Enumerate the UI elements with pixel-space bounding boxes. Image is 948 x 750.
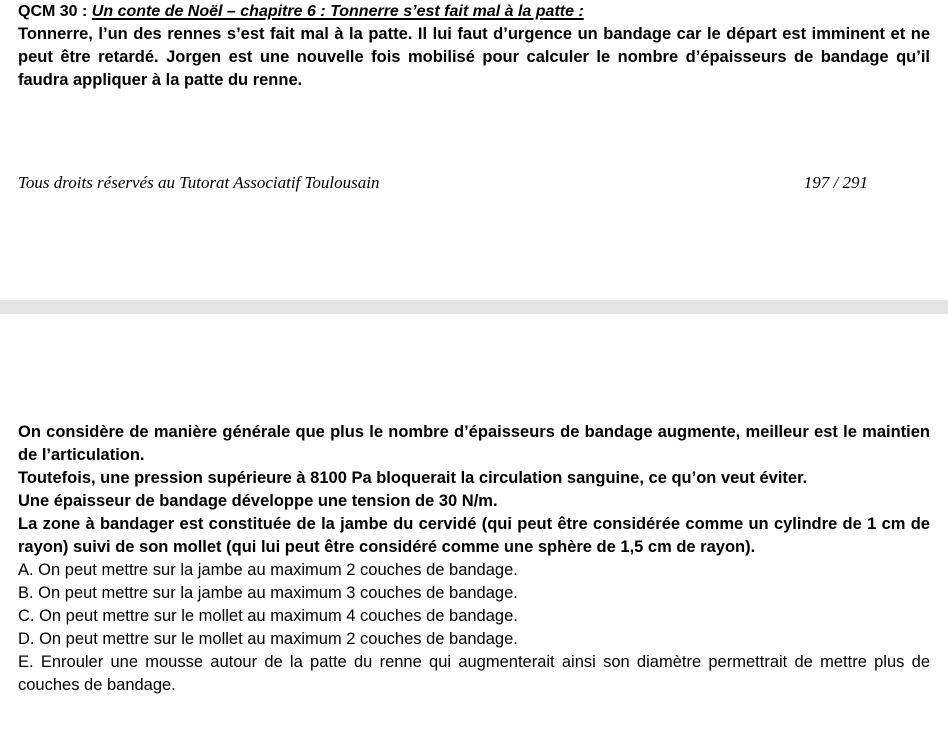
answer-option-c[interactable]: C. On peut mettre sur le mollet au maximum 4 couches de bandage.	[18, 607, 518, 625]
footer-copyright: Tous droits réservés au Tutorat Associatif Toulousain	[18, 173, 380, 192]
qcm-title-subject: Un conte de Noël – chapitre 6 : Tonnerre s’est fait mal à la patte :	[91, 3, 584, 20]
question-paragraph-2: Toutefois, une pression supérieure à 8100 Pa bloquerait la circulation sanguine, ce qu’on veut éviter.	[18, 469, 808, 487]
qcm-header-block	[18, 0, 930, 92]
qcm-title-label: QCM 30 :	[18, 3, 92, 20]
question-body-block	[18, 421, 930, 697]
answer-option-d[interactable]: D. On peut mettre sur le mollet au maximum 2 couches de bandage.	[18, 630, 518, 648]
answer-option-e[interactable]: E. Enrouler une mousse autour de la patte du renne qui augmenterait ainsi son diamètre permettrait de mettre plus de couches de bandage.	[18, 653, 930, 694]
qcm-title	[18, 0, 930, 23]
page-separator-band	[0, 300, 948, 314]
answer-option-a[interactable]: A. On peut mettre sur la jambe au maximum 2 couches de bandage.	[18, 561, 518, 579]
page-footer	[18, 172, 930, 194]
answer-options-list	[18, 559, 930, 697]
question-paragraph-4: La zone à bandager est constituée de la jambe du cervidé (qui peut être considérée comme un cylindre de 1 cm de rayon) suivi de son mollet (qui lui peut être considéré comme une sphère de 1,5 cm de rayon).	[18, 515, 930, 556]
footer-page-number: 197 / 291	[803, 173, 868, 192]
question-paragraph-3: Une épaisseur de bandage développe une tension de 30 N/m.	[18, 492, 498, 510]
qcm-stem-paragraph: Tonnerre, l’un des rennes s’est fait mal à la patte. Il lui faut d’urgence un bandage car le départ est imminent et ne peut être retardé. Jorgen est une nouvelle fois mobilisé pour calculer le nombre d’épaisseurs de bandage qu’il faudra appliquer à la patte du renne.	[18, 25, 930, 89]
answer-option-b[interactable]: B. On peut mettre sur la jambe au maximum 3 couches de bandage.	[18, 584, 518, 602]
question-paragraph-1: On considère de manière générale que plus le nombre d’épaisseurs de bandage augmente, meilleur est le maintien de l’articulation.	[18, 423, 930, 464]
